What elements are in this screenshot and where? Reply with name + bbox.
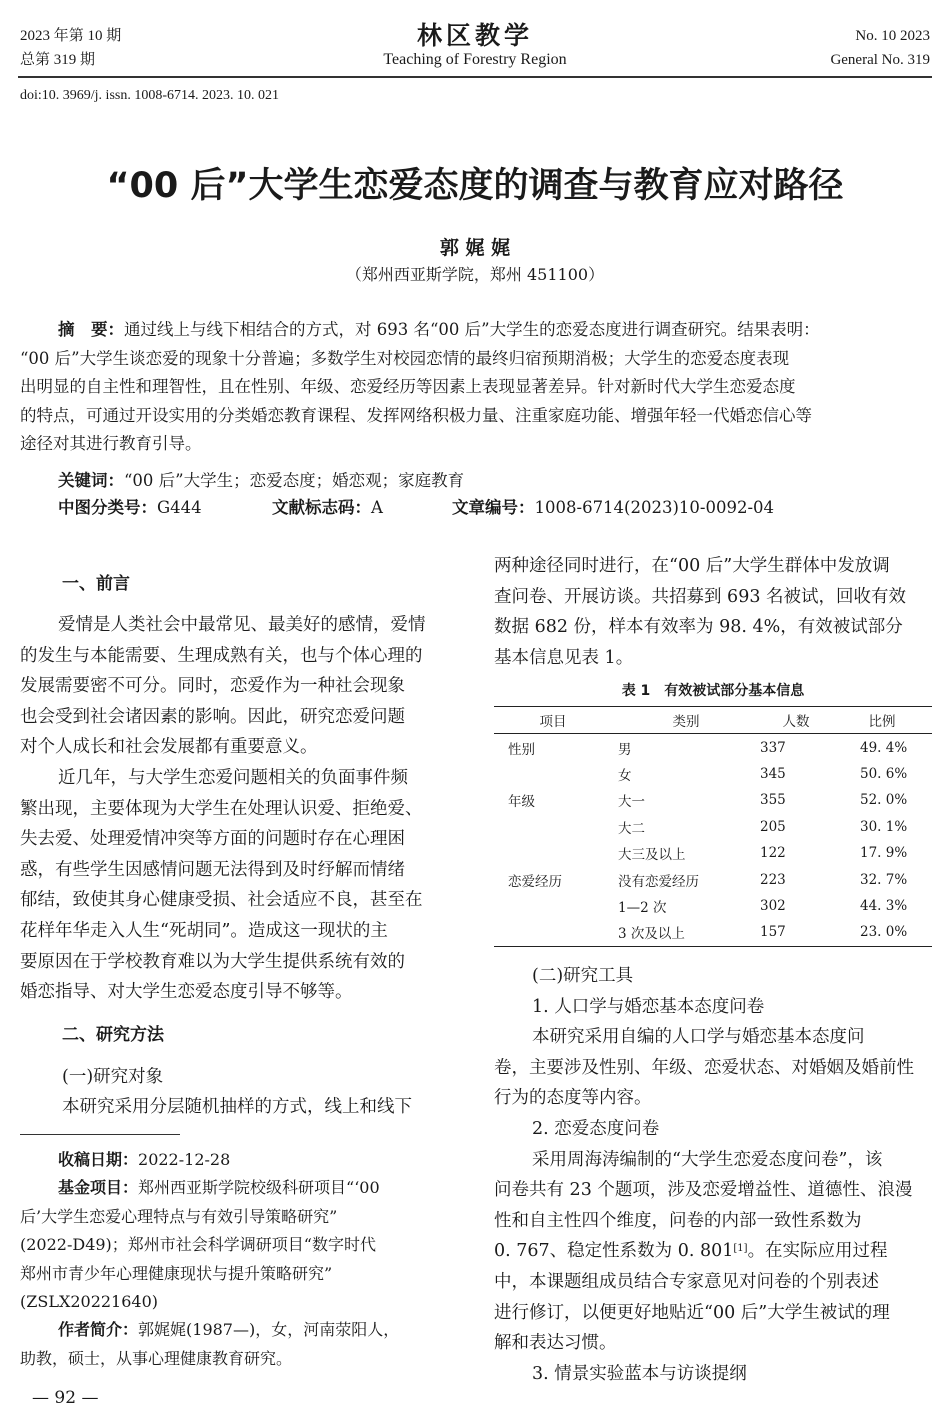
text-line: 本研究采用自编的人口学与婚恋基本态度问: [532, 1027, 865, 1048]
fund-line: 郑州市青少年心理健康现状与提升策略研究”: [20, 1263, 333, 1283]
author-affiliation: （郑州西亚斯学院，郑州 451100）: [345, 265, 605, 284]
fund-line: (2022-D49)；郑州市社会科学调研项目“数字时代: [20, 1235, 376, 1255]
text-line: 发展需要密不可分。同时，恋爱作为一种社会现象: [20, 676, 405, 697]
header-item: 项目: [539, 714, 567, 731]
cell-item: [494, 840, 612, 866]
cell-ratio: 49. 4%: [860, 739, 908, 756]
text-line: 行为的态度等内容。: [494, 1088, 652, 1109]
clc-label: 中图分类号：: [58, 498, 157, 517]
fund-line: 郑州西亚斯学院校级科研项目“‘00: [138, 1178, 380, 1198]
cell-ratio: 32. 7%: [860, 871, 908, 888]
cell-ratio: 23. 0%: [860, 924, 908, 941]
cell-item: 恋爱经历: [508, 873, 562, 890]
article-label: 文章编号：: [452, 498, 535, 517]
issue-number: No. 10 2023: [855, 28, 930, 44]
text-line: 惑，有些学生因感情问题无法得到及时纾解而情绪: [20, 859, 405, 880]
fund-line: (ZSLX20221640): [20, 1292, 159, 1312]
abstract-line: “00 后”大学生谈恋爱的现象十分普遍；多数学生对校园恋情的最终归宿预期消极；大学生的恋爱态度表现: [20, 348, 790, 368]
cell-ratio: 44. 3%: [860, 897, 908, 914]
cell-count: 302: [760, 897, 786, 914]
text-line: 失去爱、处理爱情冲突等方面的问题时存在心理困: [20, 829, 405, 850]
tool-3-title: 3. 情景实验蓝本与访谈提纲: [532, 1363, 747, 1384]
abstract: [20, 316, 932, 459]
text-line: 的发生与本能需要、生理成熟有关，也与个体心理的: [20, 645, 423, 666]
journal-title-en: Teaching of Forestry Region: [383, 51, 567, 68]
abstract-line: 出明显的自主性和理智性，且在性别、年级、恋爱经历等因素上表现显著差异。针对新时代大学生恋爱态度: [20, 377, 796, 396]
section-1-title: 一、前言: [62, 574, 130, 594]
table-row: [494, 919, 932, 946]
author-bio-line: 郭娓娓(1987—)，女，河南荥阳人，: [138, 1320, 400, 1340]
footnote-rule: [20, 1134, 180, 1135]
cell-count: 223: [760, 871, 786, 888]
doc-value: A: [371, 498, 383, 517]
cell-ratio: 50. 6%: [860, 765, 908, 782]
text-line: 性和自主性四个维度，问卷的内部一致性系数为: [494, 1210, 862, 1231]
document-code: [272, 494, 383, 523]
cell-count: 337: [760, 739, 786, 756]
text-line: 繁出现，主要体现为大学生在处理认识爱、拒绝爱、: [20, 798, 423, 819]
received-date: 2022-12-28: [138, 1150, 231, 1169]
fund-label: 基金项目：: [58, 1178, 139, 1198]
abstract-line: 通过线上与线下相结合的方式，对 693 名“00 后”大学生的恋爱态度进行调查研究。结果表明：: [124, 320, 820, 339]
text-line: 近几年，与大学生恋爱问题相关的负面事件频: [58, 768, 408, 788]
table-row: [494, 734, 932, 761]
table-header-row: [494, 707, 932, 734]
doi: doi:10. 3969/j. issn. 1008-6714. 2023. 10. 021: [20, 88, 280, 103]
table-row: [494, 866, 932, 892]
text-line: 花样年华走入人生“死胡同”。造成这一现状的主: [20, 920, 388, 941]
cell-category: 女: [618, 767, 632, 784]
footnote: [20, 1146, 460, 1373]
author-name: 郭 娓 娓: [439, 237, 511, 259]
section-1-paragraph-1: [20, 610, 460, 763]
citation-ref[interactable]: [1]: [733, 1243, 748, 1255]
text-line: 采用周海涛编制的“大学生恋爱态度问卷”，该: [532, 1149, 883, 1170]
text-line: 婚恋指导、对大学生恋爱态度引导不够等。: [20, 982, 353, 1003]
header-count: 人数: [782, 714, 810, 731]
tools-section: [494, 961, 934, 1389]
keywords-label: 关键词：: [58, 471, 124, 490]
abstract-line: 途径对其进行教育引导。: [20, 434, 202, 453]
journal-title-cn: 林区教学: [416, 21, 533, 50]
article-number: [452, 494, 774, 523]
text-line-with-citation: [494, 1236, 934, 1267]
text-line: 基本信息见表 1。: [494, 647, 634, 668]
table-caption: 表 1 有效被试部分基本信息: [621, 683, 805, 699]
received-label: 收稿日期：: [58, 1150, 139, 1169]
header-rule: [18, 76, 932, 78]
text-line: 要原因在于学校教育难以为大学生提供系统有效的: [20, 951, 405, 972]
header-category: 类别: [672, 714, 700, 731]
table-row: [494, 893, 932, 919]
cell-count: 355: [760, 792, 786, 809]
clc-number: [58, 494, 202, 523]
section-1-paragraph-2: [20, 763, 460, 1008]
cell-ratio: 17. 9%: [860, 845, 908, 862]
method-paragraph-continued: [494, 551, 934, 673]
cell-category: 3 次及以上: [618, 926, 685, 943]
cell-category: 没有恋爱经历: [618, 873, 699, 890]
text-line: 问卷共有 23 个题项，涉及恋爱增益性、道德性、浪漫: [494, 1180, 913, 1201]
keywords: [58, 467, 464, 496]
text-line: 卷，主要涉及性别、年级、恋爱状态、对婚姻及婚前性: [494, 1057, 914, 1078]
cell-category: 1—2 次: [618, 899, 667, 916]
text-fragment: 0. 767、稳定性系数为 0. 801: [494, 1241, 734, 1262]
participants-table: [494, 706, 932, 947]
text-line: 两种途径同时进行，在“00 后”大学生群体中发放调: [494, 556, 890, 576]
cell-item: [494, 893, 612, 919]
fund-line: 后’大学生恋爱心理特点与有效引导策略研究”: [20, 1206, 338, 1226]
text-line: 爱情是人类社会中最常见、最美好的感情，爱情: [58, 615, 426, 635]
text-line: 查问卷、开展访谈。共招募到 693 名被试，回收有效: [494, 586, 907, 607]
text-line: 数据 682 份，样本有效率为 98. 4%，有效被试部分: [494, 617, 903, 638]
text-line: 解和表达习惯。: [494, 1333, 617, 1354]
section-2-paragraph-1: 本研究采用分层随机抽样的方式，线上和线下: [62, 1097, 412, 1117]
author-bio-line: 助教，硕士，从事心理健康教育研究。: [20, 1348, 293, 1368]
cell-item: [494, 919, 612, 946]
general-number: General No. 319: [830, 52, 930, 68]
text-fragment: 。在实际应用过程: [747, 1241, 888, 1262]
table-row: [494, 787, 932, 813]
cell-count: 122: [760, 845, 786, 862]
subsection-1-title: (一)研究对象: [62, 1067, 164, 1087]
keywords-value: “00 后”大学生；恋爱态度；婚恋观；家庭教育: [124, 471, 465, 490]
article-title: “00 后”大学生恋爱态度的调查与教育应对路径: [106, 166, 844, 206]
abstract-label: 摘 要：: [58, 320, 124, 339]
issue-total: 总第 319 期: [20, 52, 96, 68]
abstract-line: 的特点，可通过开设实用的分类婚恋教育课程、发挥网络积极力量、注重家庭功能、增强年轻一代婚恋信心等: [20, 405, 812, 425]
cell-ratio: 52. 0%: [860, 792, 908, 809]
cell-count: 205: [760, 818, 786, 835]
author-bio-label: 作者简介：: [58, 1320, 139, 1340]
cell-count: 345: [760, 765, 786, 782]
cell-count: 157: [760, 924, 786, 941]
doc-label: 文献标志码：: [272, 498, 371, 517]
cell-category: 男: [618, 741, 632, 758]
cell-category: 大三及以上: [618, 847, 686, 864]
tool-1-title: 1. 人口学与婚恋基本态度问卷: [532, 996, 765, 1017]
cell-category: 大二: [618, 820, 645, 837]
cell-item: 性别: [508, 741, 535, 758]
text-line: 郁结，致使其身心健康受损、社会适应不良，甚至在: [20, 890, 423, 911]
text-line: 对个人成长和社会发展都有重要意义。: [20, 737, 318, 758]
text-line: 也会受到社会诸因素的影响。因此，研究恋爱问题: [20, 706, 405, 727]
cell-item: 年级: [508, 794, 535, 811]
tool-2-title: 2. 恋爱态度问卷: [532, 1118, 660, 1139]
text-line: 进行修订，以便更好地贴近“00 后”大学生被试的理: [494, 1302, 890, 1323]
text-line: 中，本课题组成员结合专家意见对问卷的个别表述: [494, 1271, 879, 1292]
cell-item: [494, 761, 612, 787]
cell-ratio: 30. 1%: [860, 818, 908, 835]
header-ratio: 比例: [868, 714, 896, 731]
table-row: [494, 814, 932, 840]
clc-value: G444: [157, 498, 202, 517]
cell-category: 大一: [618, 794, 645, 811]
page-number: — 92 —: [32, 1388, 99, 1408]
section-2-title: 二、研究方法: [62, 1025, 164, 1045]
subsection-2-title: (二)研究工具: [532, 966, 634, 986]
cell-item: [494, 814, 612, 840]
article-value: 1008-6714(2023)10-0092-04: [534, 498, 775, 517]
table-row: [494, 840, 932, 866]
issue-year: 2023 年第 10 期: [20, 28, 122, 44]
table-row: [494, 761, 932, 787]
